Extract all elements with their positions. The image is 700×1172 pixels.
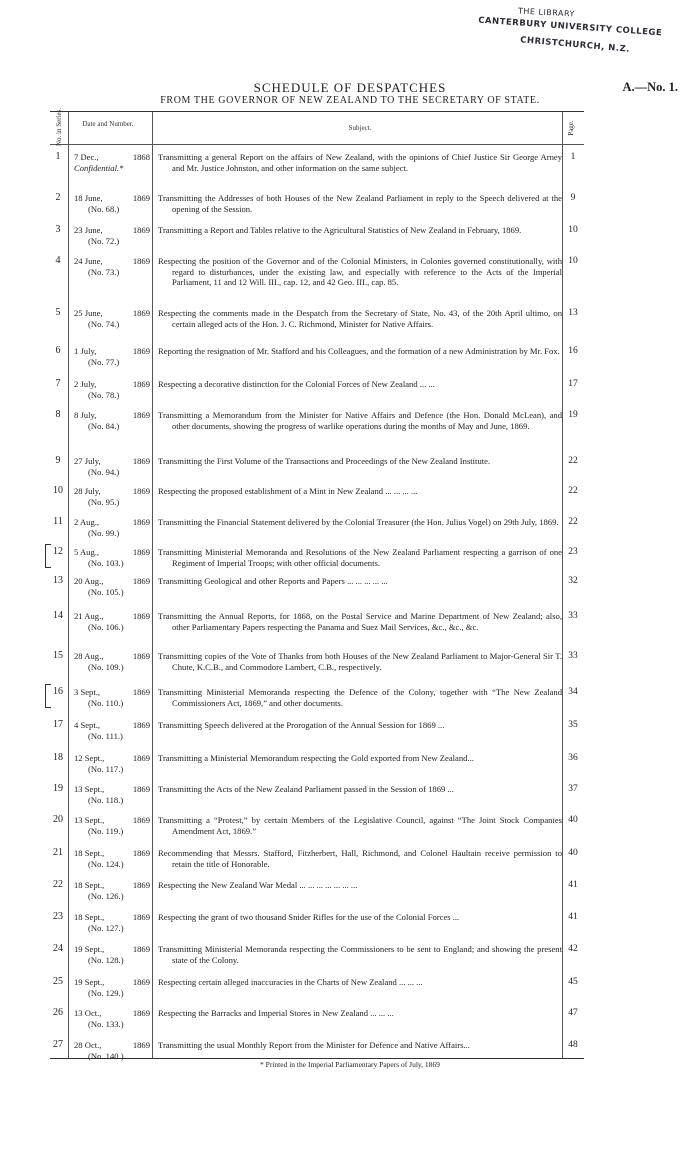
series-number: 20 <box>53 814 63 825</box>
header-subject: Subject. <box>348 124 372 132</box>
series-number: 17 <box>53 719 63 730</box>
page-number: 41 <box>568 880 578 890</box>
series-number: 12 <box>53 546 63 557</box>
series-number: 21 <box>53 847 63 858</box>
document-number: A.—No. 1. <box>622 80 678 94</box>
date-cell <box>74 308 150 329</box>
margin-bracket-mark <box>45 544 51 568</box>
subject-cell: Transmitting a “Protest,” by certain Members of the Legislative Council, against “The Joint Stock Companies Amendment Act, 1869.” <box>158 815 562 836</box>
despatch-number: (No. 140.) <box>88 1050 124 1061</box>
despatch-date: 28 Oct., <box>74 1040 102 1050</box>
series-number: 24 <box>53 943 63 954</box>
despatch-date: 18 June, <box>74 193 103 203</box>
despatch-year: 1869 <box>132 848 150 858</box>
despatch-number: (No. 103.) <box>88 557 124 568</box>
despatch-year: 1869 <box>132 1040 150 1050</box>
subject-cell: Respecting a decorative distinction for the Colonial Forces of New Zealand ... ... <box>158 379 435 389</box>
page-number: 19 <box>568 410 578 420</box>
despatch-date: 4 Sept., <box>74 720 101 730</box>
date-cell <box>74 848 150 869</box>
despatch-year: 1869 <box>132 977 150 987</box>
despatch-number: (No. 68.) <box>88 203 120 214</box>
despatch-date: 12 Sept., <box>74 753 105 763</box>
despatch-year: 1869 <box>132 1008 150 1018</box>
header-series: No. in Series. <box>55 107 63 146</box>
despatch-number: (No. 111.) <box>88 730 123 741</box>
despatch-number: (No. 78.) <box>88 389 120 400</box>
series-number: 11 <box>53 516 63 527</box>
despatch-number: (No. 118.) <box>88 794 124 805</box>
date-cell <box>74 256 150 277</box>
date-cell <box>74 410 150 431</box>
series-number: 10 <box>53 485 63 496</box>
subject-cell: Reporting the resignation of Mr. Stafford and his Colleagues, and the formation of a new Administration by Mr. Fox. <box>158 346 560 356</box>
page-number: 37 <box>568 784 578 794</box>
page-number: 13 <box>568 308 578 318</box>
subject-cell: Transmitting Ministerial Memoranda and Resolutions of the New Zealand Parliament respecting a garrison of one Regiment of Imperial Troops; with other official documents. <box>158 547 562 568</box>
despatch-number: (No. 73.) <box>88 266 120 277</box>
page-number: 23 <box>568 547 578 557</box>
despatch-date: 21 Aug., <box>74 611 104 621</box>
despatch-date: 1 July, <box>74 346 97 356</box>
despatch-year: 1869 <box>132 225 150 235</box>
subject-cell: Transmitting Geological and other Reports and Papers ... ... ... ... ... <box>158 576 388 586</box>
series-number: 1 <box>55 151 61 162</box>
margin-bracket-mark <box>45 684 51 708</box>
page-number: 9 <box>570 193 576 203</box>
despatch-year: 1869 <box>132 410 150 420</box>
despatch-year: 1869 <box>132 880 150 890</box>
despatch-year: 1869 <box>132 720 150 730</box>
subject-cell: Respecting the proposed establishment of a Mint in New Zealand ... ... ... ... <box>158 486 418 496</box>
library-stamp <box>478 8 688 66</box>
despatch-number: (No. 133.) <box>88 1018 124 1029</box>
despatch-number: (No. 94.) <box>88 466 120 477</box>
series-number: 22 <box>53 879 63 890</box>
date-cell <box>74 651 150 672</box>
series-number: 18 <box>53 752 63 763</box>
page-number: 34 <box>568 687 578 697</box>
despatch-number: (No. 124.) <box>88 858 124 869</box>
despatch-date: 25 June, <box>74 308 103 318</box>
despatch-year: 1869 <box>132 456 150 466</box>
despatch-table <box>50 107 584 1061</box>
subject-cell: Respecting the grant of two thousand Snider Rifles for the use of the Colonial Forces ... <box>158 912 460 922</box>
subject-cell: Respecting certain alleged inaccuracies in the Charts of New Zealand ... ... ... <box>158 977 423 987</box>
column-divider <box>152 112 153 1058</box>
page-number: 16 <box>568 346 578 356</box>
subject-cell: Respecting the position of the Governor and of the Colonial Ministers, in Colonies governed constitutionally, with regard to disturbances, under the existing law, and especially with reference to the Acts of the Imperial Parliament, 11 and 12 Will. III., cap. 12, and 42 Geo. III., cap. 85. <box>158 256 562 288</box>
despatch-number: (No. 72.) <box>88 235 120 246</box>
despatch-year: 1869 <box>132 256 150 266</box>
date-cell <box>74 720 150 741</box>
page-number: 41 <box>568 912 578 922</box>
series-number: 14 <box>53 610 63 621</box>
despatch-number: (No. 74.) <box>88 318 120 329</box>
page-number: 40 <box>568 848 578 858</box>
date-cell <box>74 944 150 965</box>
despatch-year: 1869 <box>132 547 150 557</box>
despatch-number: (No. 119.) <box>88 825 124 836</box>
despatch-year: 1869 <box>132 379 150 389</box>
despatch-date: 2 Aug., <box>74 517 100 527</box>
date-cell <box>74 815 150 836</box>
subject-cell: Transmitting the Annual Reports, for 1868, on the Postal Service and Marine Department of New Zealand; also, other Parliamentary Papers respecting the Panama and Suez Mail Services, &c., &c., &c. <box>158 611 562 632</box>
series-number: 6 <box>55 345 61 356</box>
page-number: 10 <box>568 256 578 266</box>
despatch-year: 1869 <box>132 944 150 954</box>
series-number: 27 <box>53 1039 63 1050</box>
series-number: 2 <box>55 192 61 203</box>
series-number: 26 <box>53 1007 63 1018</box>
subject-cell: Transmitting the Addresses of both Houses of the New Zealand Parliament in reply to the Speech delivered at the opening of the Session. <box>158 193 562 214</box>
despatch-number: (No. 128.) <box>88 954 124 965</box>
date-cell <box>74 517 150 538</box>
page-number: 33 <box>568 611 578 621</box>
stamp-line-1: THE LIBRARY <box>517 6 576 19</box>
despatch-number: (No. 106.) <box>88 621 124 632</box>
page-number: 33 <box>568 651 578 661</box>
stamp-line-2: CANTERBURY UNIVERSITY COLLEGE <box>477 15 663 39</box>
date-cell <box>74 912 150 933</box>
date-cell <box>74 152 150 173</box>
page-number: 10 <box>568 225 578 235</box>
subject-cell: Transmitting copies of the Vote of Thanks from both Houses of the New Zealand Parliament to Major-General Sir T. Chute, K.C.B., and Commodore Lambert, C.B., respectively. <box>158 651 562 672</box>
despatch-number: Confidential.* <box>74 162 124 173</box>
despatch-year: 1869 <box>132 193 150 203</box>
despatch-year: 1869 <box>132 784 150 794</box>
date-cell <box>74 611 150 632</box>
date-cell <box>74 880 150 901</box>
series-number: 19 <box>53 783 63 794</box>
despatch-date: 19 Sept., <box>74 977 105 987</box>
date-cell <box>74 784 150 805</box>
page-number: 45 <box>568 977 578 987</box>
despatch-number: (No. 105.) <box>88 586 124 597</box>
series-number: 8 <box>55 409 61 420</box>
series-number: 16 <box>53 686 63 697</box>
page-number: 1 <box>570 152 576 162</box>
despatch-date: 8 July, <box>74 410 97 420</box>
subject-cell: Transmitting Ministerial Memoranda respecting the Commissioners to be sent to England; and showing the present state of the Colony. <box>158 944 562 965</box>
page-number: 32 <box>568 576 578 586</box>
page-title: SCHEDULE OF DESPATCHES <box>253 80 447 95</box>
despatch-number: (No. 126.) <box>88 890 124 901</box>
despatch-year: 1869 <box>132 912 150 922</box>
despatch-year: 1868 <box>132 152 150 162</box>
series-number: 3 <box>55 224 61 235</box>
despatch-number: (No. 99.) <box>88 527 120 538</box>
date-cell <box>74 346 150 367</box>
despatch-number: (No. 77.) <box>88 356 120 367</box>
header-rule <box>50 144 584 145</box>
column-divider <box>68 112 69 1058</box>
despatch-date: 2 July, <box>74 379 97 389</box>
series-number: 4 <box>55 255 61 266</box>
despatch-year: 1869 <box>132 611 150 621</box>
page-number: 40 <box>568 815 578 825</box>
subject-cell: Respecting the Barracks and Imperial Stores in New Zealand ... ... ... <box>158 1008 394 1018</box>
despatch-year: 1869 <box>132 815 150 825</box>
subject-cell: Transmitting Speech delivered at the Prorogation of the Annual Session for 1869 ... <box>158 720 445 730</box>
page-number: 22 <box>568 517 578 527</box>
date-cell <box>74 456 150 477</box>
page-number: 48 <box>568 1040 578 1050</box>
despatch-date: 13 Sept., <box>74 815 105 825</box>
despatch-date: 13 Sept., <box>74 784 105 794</box>
subject-cell: Transmitting a general Report on the affairs of New Zealand, with the opinions of Chief Justice Sir George Arney and Mr. Justice Johnston, and other information on the same subject. <box>158 152 562 173</box>
date-cell <box>74 753 150 774</box>
series-number: 13 <box>53 575 63 586</box>
despatch-date: 18 Sept., <box>74 880 105 890</box>
despatch-date: 28 July, <box>74 486 101 496</box>
date-cell <box>74 1040 150 1061</box>
despatch-year: 1869 <box>132 486 150 496</box>
despatch-number: (No. 84.) <box>88 420 120 431</box>
date-cell <box>74 379 150 400</box>
header-date: Date and Number. <box>82 120 134 128</box>
page-number: 22 <box>568 456 578 466</box>
page-number: 47 <box>568 1008 578 1018</box>
despatch-year: 1869 <box>132 346 150 356</box>
date-cell <box>74 225 150 246</box>
despatch-number: (No. 127.) <box>88 922 124 933</box>
despatch-date: 18 Sept., <box>74 912 105 922</box>
despatch-number: (No. 109.) <box>88 661 124 672</box>
despatch-date: 5 Aug., <box>74 547 100 557</box>
subject-cell: Transmitting a Ministerial Memorandum respecting the Gold exported from New Zealand... <box>158 753 474 763</box>
series-number: 5 <box>55 307 61 318</box>
date-cell <box>74 687 150 708</box>
date-cell <box>74 576 150 597</box>
despatch-number: (No. 117.) <box>88 763 124 774</box>
date-cell <box>74 486 150 507</box>
despatch-date: 24 June, <box>74 256 103 266</box>
series-number: 23 <box>53 911 63 922</box>
despatch-date: 18 Sept., <box>74 848 105 858</box>
date-cell <box>74 193 150 214</box>
despatch-year: 1869 <box>132 651 150 661</box>
despatch-year: 1869 <box>132 576 150 586</box>
date-cell <box>74 547 150 568</box>
despatch-number: (No. 110.) <box>88 697 124 708</box>
despatch-year: 1869 <box>132 753 150 763</box>
despatch-date: 3 Sept., <box>74 687 101 697</box>
subject-cell: Respecting the comments made in the Despatch from the Secretary of State, No. 43, of the 20th April ultimo, on certain alleged acts of the Hon. J. C. Richmond, Minister for Native Affairs. <box>158 308 562 329</box>
page-subtitle: FROM THE GOVERNOR OF NEW ZEALAND TO THE SECRETARY OF STATE. <box>160 95 540 106</box>
subject-cell: Recommending that Messrs. Stafford, Fitzherbert, Hall, Richmond, and Colonel Haultain receive permission to retain the title of Honorable. <box>158 848 562 869</box>
despatch-number: (No. 95.) <box>88 496 120 507</box>
despatch-year: 1869 <box>132 517 150 527</box>
despatch-year: 1869 <box>132 687 150 697</box>
subject-cell: Transmitting the Financial Statement delivered by the Colonial Treasurer (the Hon. Julius Vogel) on 29th July, 1869. <box>158 517 559 527</box>
page-number: 35 <box>568 720 578 730</box>
subject-cell: Transmitting a Memorandum from the Minister for Native Affairs and Defence (the Hon. Donald McLean), and other documents, showing the progress of warlike operations during the months of May and June, 1869. <box>158 410 562 431</box>
despatch-date: 19 Sept., <box>74 944 105 954</box>
subject-cell: Respecting the New Zealand War Medal ... ... ... ... ... ... ... <box>158 880 358 890</box>
page-number: 36 <box>568 753 578 763</box>
date-cell <box>74 977 150 998</box>
page-number: 17 <box>568 379 578 389</box>
page-number: 42 <box>568 944 578 954</box>
page-number: 22 <box>568 486 578 496</box>
subject-cell: Transmitting the usual Monthly Report from the Minister for Defence and Native Affairs... <box>158 1040 470 1050</box>
despatch-date: 28 Aug., <box>74 651 104 661</box>
despatch-number: (No. 129.) <box>88 987 124 998</box>
series-number: 9 <box>55 455 61 466</box>
header-page: Page. <box>567 120 575 136</box>
subject-cell: Transmitting the Acts of the New Zealand Parliament passed in the Session of 1869 ... <box>158 784 454 794</box>
despatch-date: 23 June, <box>74 225 103 235</box>
stamp-line-3: CHRISTCHURCH, N.Z. <box>519 35 631 55</box>
despatch-year: 1869 <box>132 308 150 318</box>
despatch-date: 20 Aug., <box>74 576 104 586</box>
footnote: * Printed in the Imperial Parliamentary Papers of July, 1869 <box>260 1060 440 1069</box>
despatch-date: 27 July, <box>74 456 101 466</box>
series-number: 15 <box>53 650 63 661</box>
subject-cell: Transmitting a Report and Tables relative to the Agricultural Statistics of New Zealand in February, 1869. <box>158 225 522 235</box>
despatch-date: 13 Oct., <box>74 1008 102 1018</box>
despatch-date: 7 Dec., <box>74 152 99 162</box>
subject-cell: Transmitting the First Volume of the Transactions and Proceedings of the New Zealand Institute. <box>158 456 491 466</box>
series-number: 7 <box>55 378 61 389</box>
date-cell <box>74 1008 150 1029</box>
series-number: 25 <box>53 976 63 987</box>
subject-cell: Transmitting Ministerial Memoranda respecting the Defence of the Colony, together with “The New Zealand Commissioners Act, 1869,” and other documents. <box>158 687 562 708</box>
